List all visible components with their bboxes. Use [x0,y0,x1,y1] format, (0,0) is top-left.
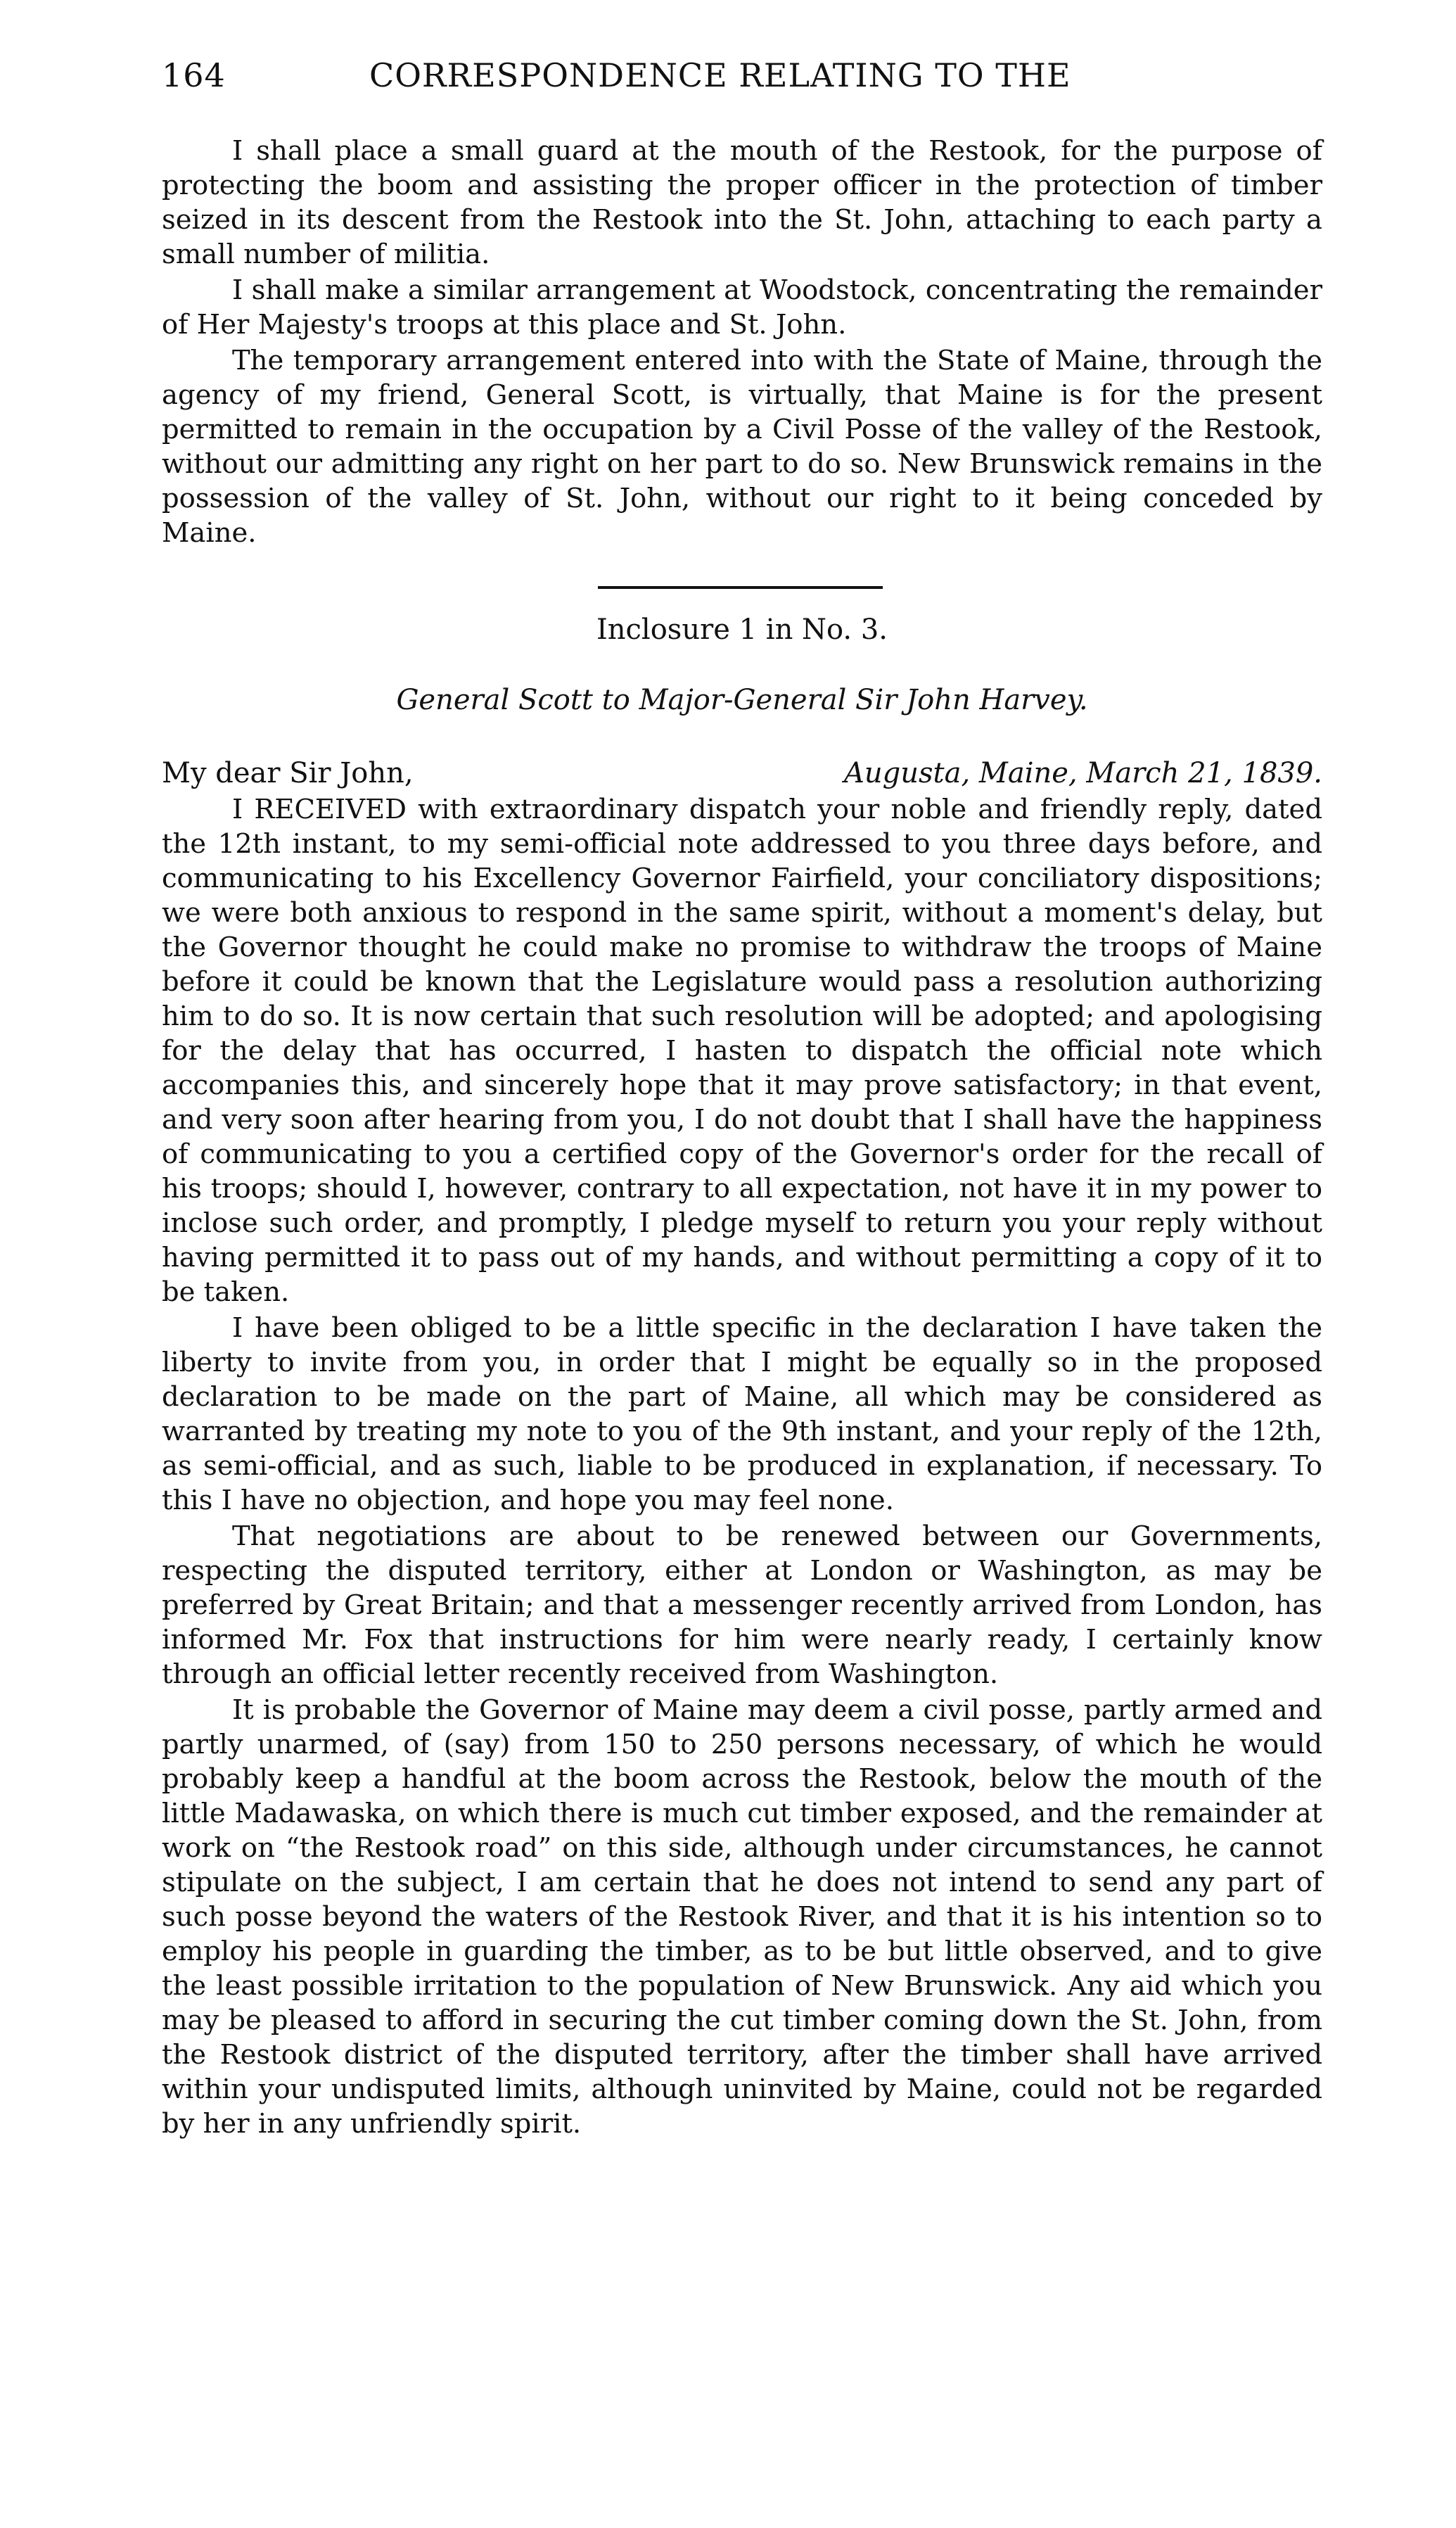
letter-body [162,792,1322,2142]
enclosure-heading: Inclosure 1 in No. 3. [596,614,888,646]
top-text-block [162,134,1322,552]
running-title: CORRESPONDENCE RELATING TO THE [369,56,1071,94]
paragraph: The temporary arrangement entered into with the State of Maine, through the agency of my friend, General Scott, is virtually, that Maine is for the present permitted to remain in the occupation by a Civil Posse of the valley of the Restook, without our admitting any right on her part to do so. New Brunswick remains in the possession of the valley of St. John, without our right to it being conceded by Maine. [162,345,1322,549]
salutation-row [162,756,1322,791]
enclosure-subheading: General Scott to Major-General Sir John Harvey. [396,684,1088,716]
paragraph: I RECEIVED with extraordinary dispatch your noble and friendly reply, dated the 12th instant, to my semi-official note addressed to you three days before, and communicating to his Excellency Governor Fairfield, your conciliatory dispositions; we were both anxious to respond in the same spirit, without a moment's delay, but the Governor thought he could make no promise to withdraw the troops of Maine before it could be known that the Legislature would pass a resolution authorizing him to do so. It is now certain that such resolution will be adopted; and apologising for the delay that has occurred, I hasten to dispatch the official note which accompanies this, and sincerely hope that it may prove satisfactory; in that event, and very soon after hearing from you, I do not doubt that I shall have the happiness of communicating to you a certified copy of the Governor's order for the recall of his troops; should I, however, contrary to all expectation, not have it in my power to inclose such order, and promptly, I pledge myself to return you your reply without having permitted it to pass out of my hands, and without permitting a copy of it to be taken. [162,794,1322,1308]
page-number: 164 [162,56,226,94]
salutation: My dear Sir John, [162,757,414,789]
paragraph: I have been obliged to be a little specific in the declaration I have taken the liberty to invite from you, in order that I might be equally so in the proposed declaration to be made on the part of Maine, all which may be considered as warranted by treating my note to you of the 9th instant, and your reply of the 12th, as semi-official, and as such, liable to be produced in explanation, if necessary. To this I have no objection, and hope you may feel none. [162,1312,1322,1516]
paragraph: I shall make a similar arrangement at Woodstock, concentrating the remainder of Her Majesty's troops at this place and St. John. [162,274,1322,341]
paragraph: I shall place a small guard at the mouth of the Restook, for the purpose of protecting the boom and assisting the proper officer in the protection of timber seized in its descent from the Restook into the St. John, attaching to each party a small number of militia. [162,135,1322,270]
section-divider [598,586,883,589]
paragraph: That negotiations are about to be renewed between our Governments, respecting the disputed territory, either at London or Washington, as may be preferred by Great Britain; and that a messenger recently arrived from London, has informed Mr. Fox that instructions for him were nearly ready, I certainly know through an official letter recently received from Washington. [162,1520,1322,1690]
paragraph: It is probable the Governor of Maine may deem a civil posse, partly armed and partly unarmed, of (say) from 150 to 250 persons necessary, of which he would probably keep a handful at the boom across the Restook, below the mouth of the little Madawaska, on which there is much cut timber exposed, and the remainder at work on “the Restook road” on this side, although under circumstances, he cannot stipulate on the subject, I am certain that he does not intend to send any part of such posse beyond the waters of the Restook River, and that it is his intention so to employ his people in guarding the timber, as to be but little observed, and to give the least possible irritation to the population of New Brunswick. Any aid which you may be pleased to afford in securing the cut timber coming down the St. John, from the Restook district of the disputed territory, after the timber shall have arrived within your undisputed limits, although uninvited by Maine, could not be regarded by her in any unfriendly spirit. [162,1694,1322,2140]
dateline: Augusta, Maine, March 21, 1839. [844,757,1322,789]
